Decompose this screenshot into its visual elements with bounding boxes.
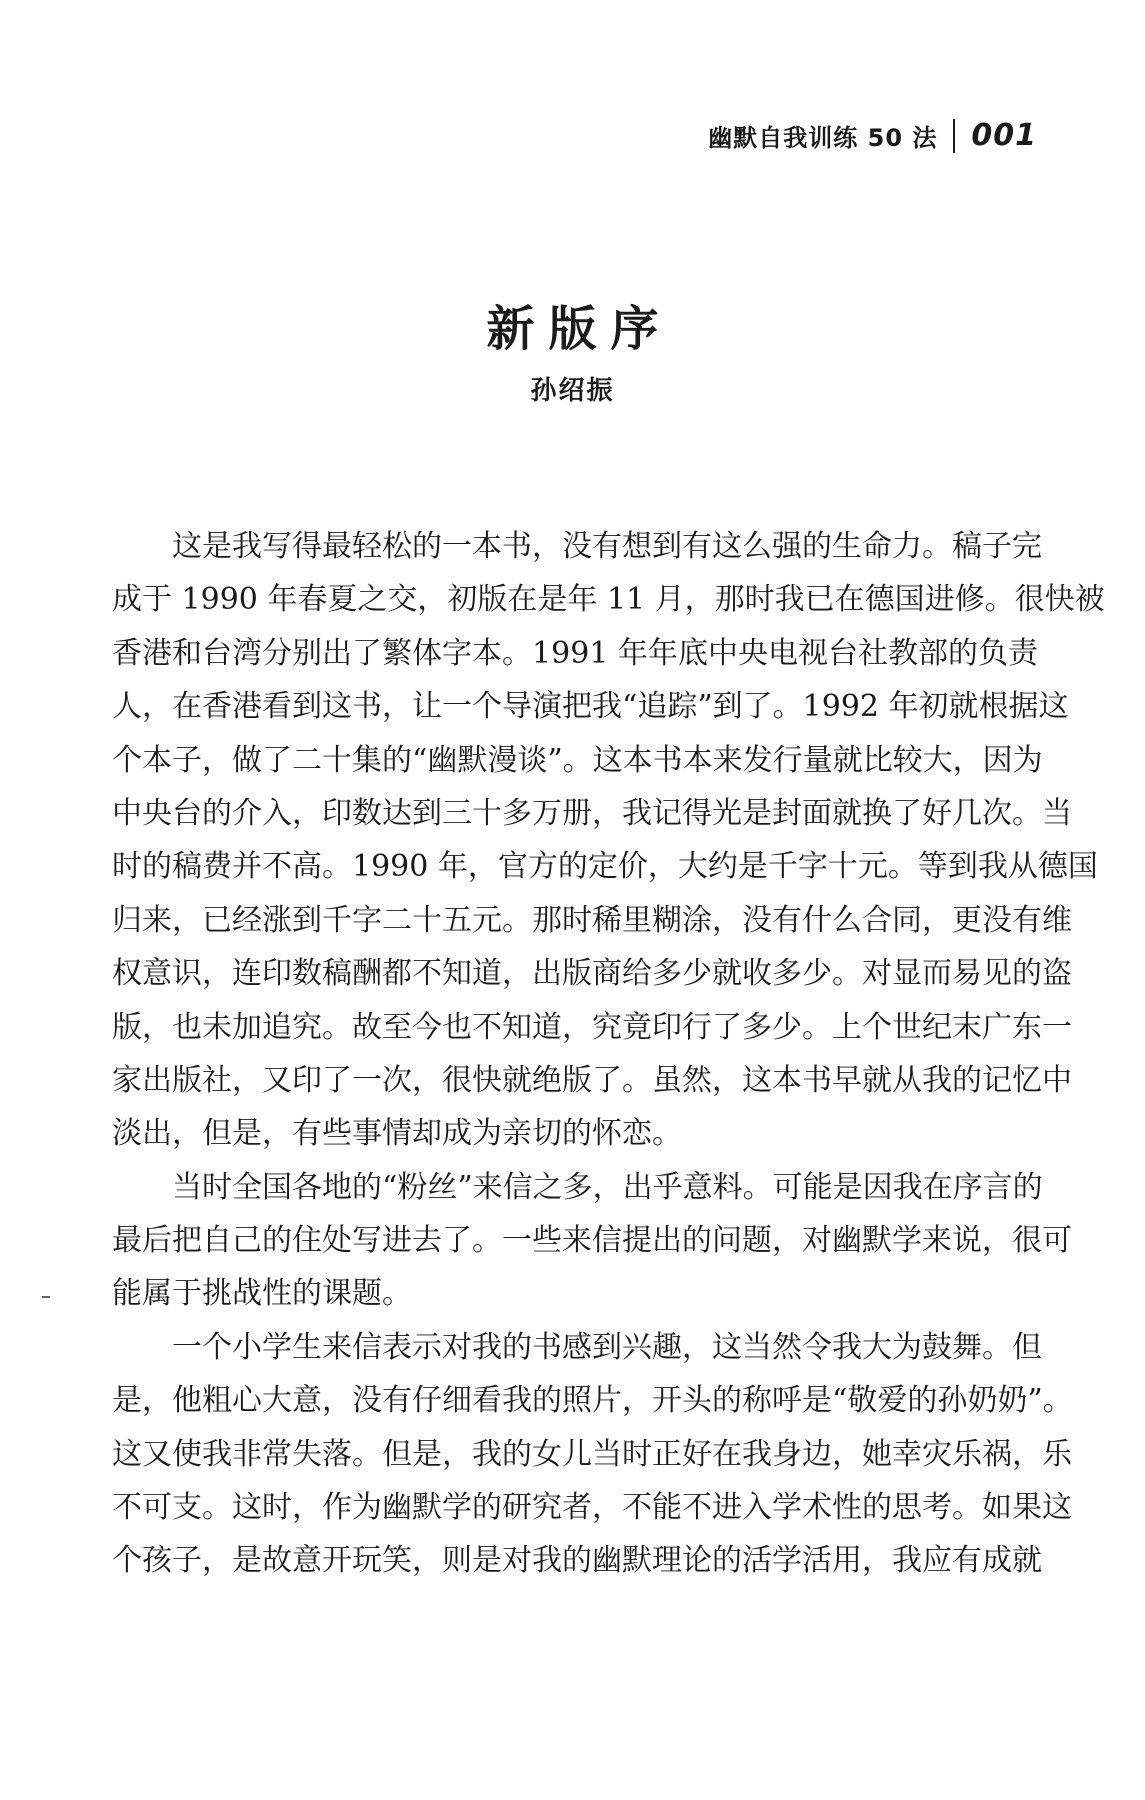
text-line: 这又使我非常失落。但是，我的女儿当时正好在我身边，她幸灾乐祸，乐 xyxy=(112,1436,1072,1472)
text-line: 是，他粗心大意，没有仔细看我的照片，开头的称呼是“敬爱的孙奶奶”。 xyxy=(112,1383,1073,1419)
text-line: 香港和台湾分别出了繁体字本。1991 年年底中央电视台社教部的负责 xyxy=(112,635,1038,671)
text-line: 不可支。这时，作为幽默学的研究者，不能不进入学术性的思考。如果这 xyxy=(112,1490,1072,1526)
text-line: 当时全国各地的“粉丝”来信之多，出乎意料。可能是因我在序言的 xyxy=(172,1169,1043,1205)
text-line: 成于 1990 年春夏之交，初版在是年 11 月，那时我已在德国进修。很快被 xyxy=(112,582,1105,618)
text-line: 淡出，但是，有些事情却成为亲切的怀恋。 xyxy=(112,1116,682,1152)
author-name: 孙绍振 xyxy=(530,376,615,406)
text-line: 中央台的介入，印数达到三十多万册，我记得光是封面就换了好几次。当 xyxy=(112,795,1072,831)
text-line: 这是我写得最轻松的一本书，没有想到有这么强的生命力。稿子完 xyxy=(172,529,1042,564)
header-divider xyxy=(953,119,955,153)
text-line: 能属于挑战性的课题。 xyxy=(112,1276,412,1312)
text-line: 最后把自己的住处写进去了。一些来信提出的问题，对幽默学来说，很可 xyxy=(112,1223,1072,1259)
text-line: 一个小学生来信表示对我的书感到兴趣，这当然令我大为鼓舞。但 xyxy=(172,1329,1042,1365)
text-line: 个孩子，是故意开玩笑，则是对我的幽默理论的活学活用，我应有成就 xyxy=(112,1543,1042,1579)
scan-mark xyxy=(42,1296,50,1298)
text-line: 人，在香港看到这书，让一个导演把我“追踪”到了。1992 年初就根据这 xyxy=(112,689,1069,725)
running-header xyxy=(708,118,1037,153)
text-line: 权意识，连印数稿酬都不知道，出版商给多少就收多少。对显而易见的盗 xyxy=(112,956,1072,992)
text-line: 归来，已经涨到千字二十五元。那时稀里糊涂，没有什么合同，更没有维 xyxy=(112,902,1072,938)
text-line: 家出版社，又印了一次，很快就绝版了。虽然，这本书早就从我的记忆中 xyxy=(112,1062,1072,1098)
book-title: 幽默自我训练 50 法 xyxy=(708,124,938,152)
text-line: 时的稿费并不高。1990 年，官方的定价，大约是千字十元。等到我从德国 xyxy=(112,849,1098,885)
body-text xyxy=(112,520,1105,1588)
text-line: 版，也未加追究。故至今也不知道，究竟印行了多少。上个世纪末广东一 xyxy=(112,1009,1072,1045)
text-line: 个本子，做了二十集的“幽默漫谈”。这本书本来发行量就比较大，因为 xyxy=(112,742,1043,778)
page-number: 001 xyxy=(971,118,1037,153)
chapter-title: 新版序 xyxy=(486,301,673,357)
